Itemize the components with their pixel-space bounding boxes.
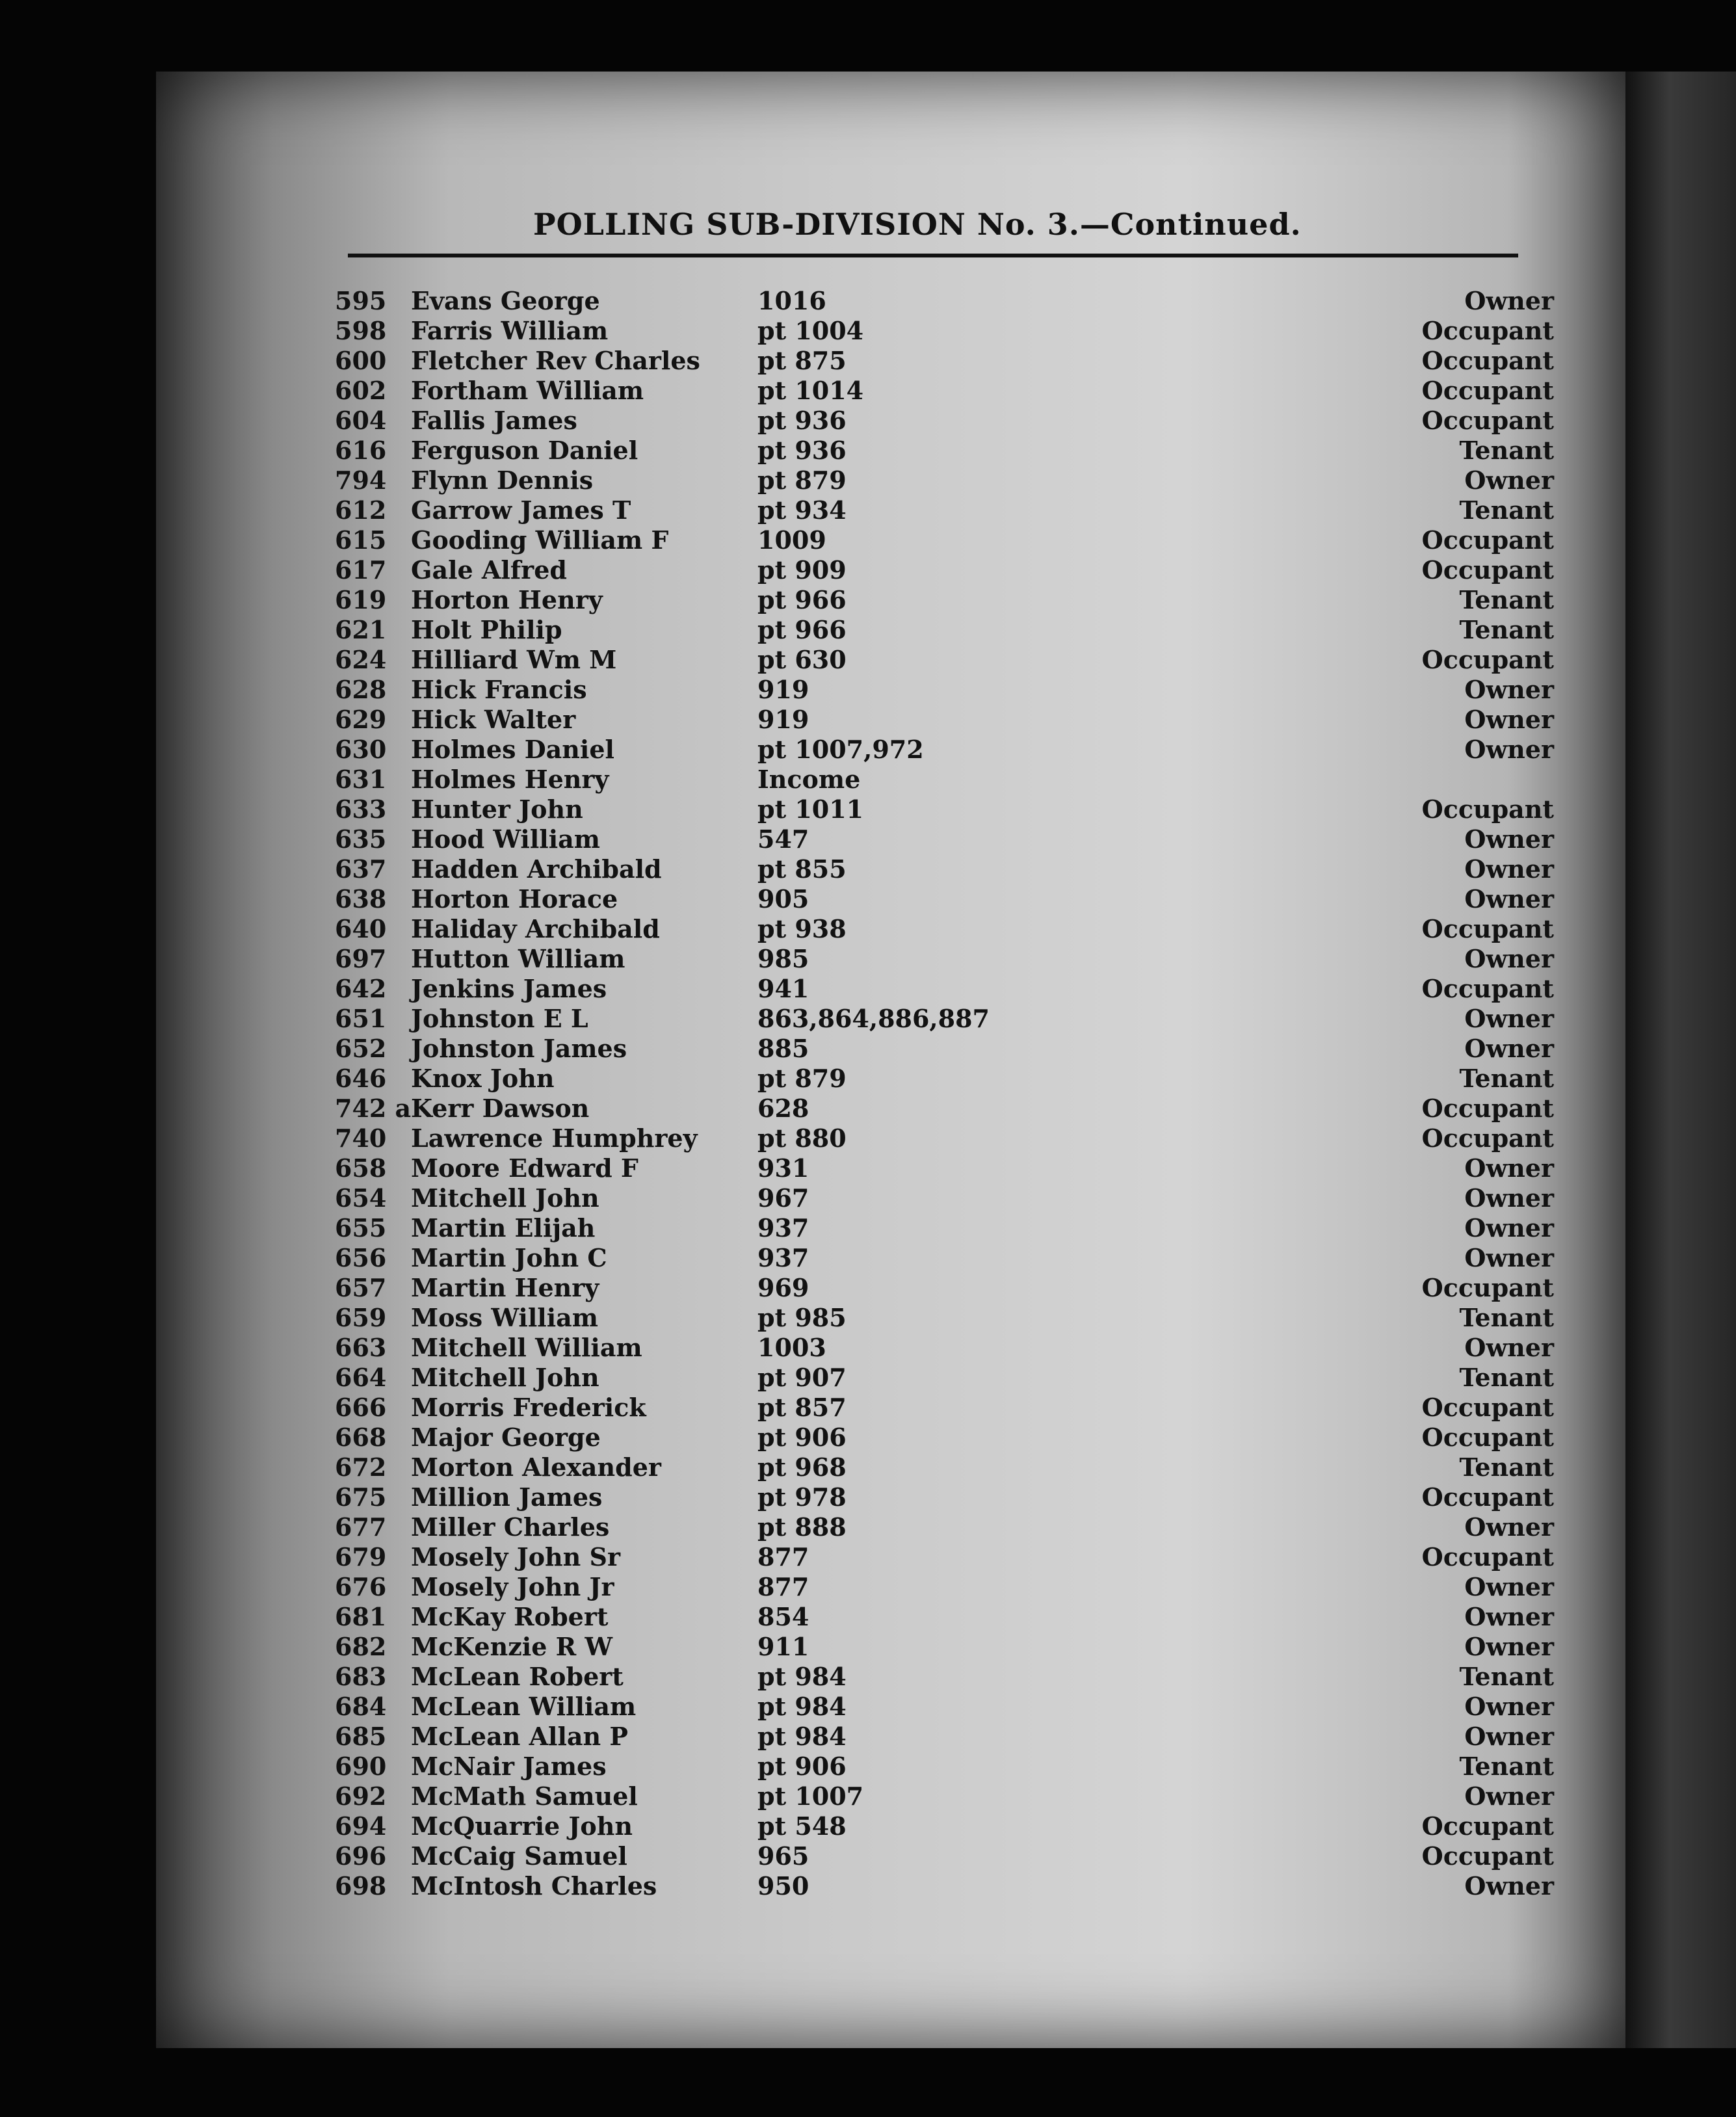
entry-num: 683 — [335, 1662, 387, 1691]
entry-name: Mitchell John — [411, 1363, 599, 1392]
entry-lot: pt 888 — [757, 1512, 847, 1542]
entry-status: Occupant — [1421, 1124, 1554, 1153]
entry-name: Gooding William F — [411, 525, 669, 555]
entry-name: Holt Philip — [411, 615, 562, 644]
entry-name: Hick Walter — [411, 705, 576, 734]
entry-lot: pt 879 — [757, 466, 847, 495]
page-title: POLLING SUB-DIVISION No. 3.—Continued. — [533, 207, 1302, 242]
entry-status: Occupant — [1421, 795, 1554, 824]
entry-name: Mosely John Sr — [411, 1542, 620, 1571]
entry-status: Tenant — [1459, 436, 1554, 465]
entry-name: Mosely John Jr — [411, 1572, 614, 1601]
entry-status: Occupant — [1421, 1542, 1554, 1571]
entry-name: McCaig Samuel — [411, 1841, 627, 1871]
entry-lot: 931 — [757, 1153, 809, 1183]
entry-num: 675 — [335, 1482, 387, 1512]
entry-lot: 967 — [757, 1183, 809, 1213]
list-item — [0, 705, 1736, 735]
entry-name: Gale Alfred — [411, 555, 567, 585]
list-item — [0, 645, 1736, 675]
list-item — [0, 585, 1736, 615]
entry-lot: pt 875 — [757, 346, 847, 375]
list-item — [0, 376, 1736, 406]
entry-lot: pt 978 — [757, 1482, 847, 1512]
entry-num: 595 — [335, 286, 387, 315]
entry-lot: pt 936 — [757, 436, 847, 465]
list-item — [0, 1722, 1736, 1752]
entry-name: Haliday Archibald — [411, 914, 660, 943]
entry-num: 657 — [335, 1273, 387, 1302]
list-item — [0, 1213, 1736, 1243]
entry-status: Tenant — [1459, 1662, 1554, 1691]
entry-num: 631 — [335, 765, 387, 794]
list-item — [0, 1841, 1736, 1871]
entry-name: Mitchell John — [411, 1183, 599, 1213]
entry-status: Occupant — [1421, 914, 1554, 943]
entry-num: 602 — [335, 376, 387, 405]
entry-lot: pt 906 — [757, 1423, 847, 1452]
entry-name: Moore Edward F — [411, 1153, 638, 1183]
entry-name: Garrow James T — [411, 495, 631, 525]
entry-name: McMath Samuel — [411, 1782, 638, 1811]
entry-num: 621 — [335, 615, 387, 644]
entry-lot: pt 985 — [757, 1303, 847, 1332]
entry-lot: pt 966 — [757, 615, 847, 644]
entry-lot: 1009 — [757, 525, 826, 555]
entry-num: 698 — [335, 1871, 387, 1900]
list-item — [0, 1512, 1736, 1542]
entry-lot: 854 — [757, 1602, 809, 1631]
list-item — [0, 1243, 1736, 1273]
entry-num: 684 — [335, 1692, 387, 1721]
entry-status: Owner — [1464, 1572, 1554, 1601]
entry-num: 794 — [335, 466, 387, 495]
list-item — [0, 1333, 1736, 1363]
entry-name: Hilliard Wm M — [411, 645, 617, 674]
entry-name: Martin Henry — [411, 1273, 599, 1302]
entry-status: Tenant — [1459, 1303, 1554, 1332]
entry-name: McQuarrie John — [411, 1811, 633, 1841]
entry-lot: pt 880 — [757, 1124, 847, 1153]
entry-lot: 877 — [757, 1542, 809, 1571]
entry-status: Owner — [1464, 824, 1554, 854]
entry-status: Owner — [1464, 286, 1554, 315]
entry-num: 742 a — [335, 1094, 412, 1123]
entry-lot: pt 909 — [757, 555, 847, 585]
entry-lot: 863,864,886,887 — [757, 1004, 990, 1033]
entry-lot: pt 968 — [757, 1453, 847, 1482]
entry-status: Occupant — [1421, 1393, 1554, 1422]
list-item — [0, 1482, 1736, 1512]
entry-name: Morris Frederick — [411, 1393, 646, 1422]
entry-num: 652 — [335, 1034, 387, 1063]
entry-status: Occupant — [1421, 645, 1554, 674]
entry-name: McLean William — [411, 1692, 637, 1721]
entry-status: Owner — [1464, 1871, 1554, 1900]
entry-lot: 969 — [757, 1273, 809, 1302]
list-item — [0, 1632, 1736, 1662]
entry-status: Owner — [1464, 1692, 1554, 1721]
list-item — [0, 1124, 1736, 1153]
entry-num: 664 — [335, 1363, 387, 1392]
entry-num: 651 — [335, 1004, 387, 1033]
entry-lot: pt 906 — [757, 1752, 847, 1781]
entry-num: 692 — [335, 1782, 387, 1811]
list-item — [0, 436, 1736, 466]
entry-num: 658 — [335, 1153, 387, 1183]
list-item — [0, 466, 1736, 495]
list-item — [0, 1602, 1736, 1632]
entry-name: Moss William — [411, 1303, 599, 1332]
entry-lot: 941 — [757, 974, 809, 1003]
entry-name: Holmes Henry — [411, 765, 609, 794]
entry-lot: pt 936 — [757, 406, 847, 435]
list-item — [0, 1183, 1736, 1213]
entry-name: Flynn Dennis — [411, 466, 594, 495]
entry-lot: pt 966 — [757, 585, 847, 614]
entry-num: 666 — [335, 1393, 387, 1422]
list-item — [0, 1782, 1736, 1811]
entry-name: McKay Robert — [411, 1602, 609, 1631]
entry-name: Hadden Archibald — [411, 854, 662, 884]
entry-num: 663 — [335, 1333, 387, 1362]
list-item — [0, 346, 1736, 376]
entry-lot: 937 — [757, 1213, 809, 1243]
entry-name: McNair James — [411, 1752, 607, 1781]
entry-num: 619 — [335, 585, 387, 614]
entry-name: Hick Francis — [411, 675, 587, 704]
entry-name: Jenkins James — [411, 974, 607, 1003]
entry-num: 690 — [335, 1752, 387, 1781]
entry-name: Holmes Daniel — [411, 735, 614, 764]
list-item — [0, 675, 1736, 705]
entry-num: 617 — [335, 555, 387, 585]
list-item — [0, 286, 1736, 316]
entry-lot: 911 — [757, 1632, 809, 1661]
list-item — [0, 615, 1736, 645]
entry-lot: pt 984 — [757, 1662, 847, 1691]
entry-lot: pt 984 — [757, 1722, 847, 1751]
entry-status: Owner — [1464, 1213, 1554, 1243]
entry-status: Owner — [1464, 1243, 1554, 1272]
entry-num: 672 — [335, 1453, 387, 1482]
list-item — [0, 1004, 1736, 1034]
entry-status: Tenant — [1459, 615, 1554, 644]
entry-name: McLean Robert — [411, 1662, 624, 1691]
entry-status: Owner — [1464, 1722, 1554, 1751]
entry-name: Mitchell William — [411, 1333, 642, 1362]
entry-lot: 919 — [757, 675, 809, 704]
entry-name: Major George — [411, 1423, 601, 1452]
entry-lot: pt 1007 — [757, 1782, 864, 1811]
entry-status: Owner — [1464, 1782, 1554, 1811]
list-item — [0, 854, 1736, 884]
entry-status: Occupant — [1421, 525, 1554, 555]
entry-lot: pt 938 — [757, 914, 847, 943]
entry-name: Miller Charles — [411, 1512, 610, 1542]
entry-status: Owner — [1464, 1153, 1554, 1183]
entry-num: 681 — [335, 1602, 387, 1631]
entry-name: McLean Allan P — [411, 1722, 628, 1751]
entry-lot: pt 857 — [757, 1393, 847, 1422]
list-item — [0, 765, 1736, 795]
entry-lot: 628 — [757, 1094, 809, 1123]
entry-num: 654 — [335, 1183, 387, 1213]
entry-name: Fallis James — [411, 406, 577, 435]
entry-status: Occupant — [1421, 376, 1554, 405]
list-item — [0, 1542, 1736, 1572]
list-item — [0, 824, 1736, 854]
entry-lot: pt 907 — [757, 1363, 847, 1392]
entry-status: Owner — [1464, 854, 1554, 884]
entry-name: Million James — [411, 1482, 603, 1512]
entry-num: 679 — [335, 1542, 387, 1571]
entry-name: Johnston James — [411, 1034, 627, 1063]
entry-status: Occupant — [1421, 1811, 1554, 1841]
entry-num: 615 — [335, 525, 387, 555]
list-item — [0, 1303, 1736, 1333]
entry-status: Owner — [1464, 1183, 1554, 1213]
entry-num: 740 — [335, 1124, 387, 1153]
list-item — [0, 316, 1736, 346]
entry-status: Occupant — [1421, 1423, 1554, 1452]
entry-name: Johnston E L — [411, 1004, 588, 1033]
entry-name: Farris William — [411, 316, 609, 345]
entry-lot: Income — [757, 765, 861, 794]
list-item — [0, 1153, 1736, 1183]
entry-num: 655 — [335, 1213, 387, 1243]
entry-status: Occupant — [1421, 1482, 1554, 1512]
entry-status: Tenant — [1459, 585, 1554, 614]
entry-num: 616 — [335, 436, 387, 465]
entry-num: 659 — [335, 1303, 387, 1332]
entry-num: 598 — [335, 316, 387, 345]
list-item — [0, 1363, 1736, 1393]
entry-num: 600 — [335, 346, 387, 375]
entry-name: Hutton William — [411, 944, 625, 973]
entry-num: 640 — [335, 914, 387, 943]
entry-num: 633 — [335, 795, 387, 824]
entry-num: 604 — [335, 406, 387, 435]
entry-name: Hunter John — [411, 795, 583, 824]
entry-name: Kerr Dawson — [411, 1094, 590, 1123]
list-item — [0, 1064, 1736, 1094]
entry-status: Owner — [1464, 705, 1554, 734]
entry-num: 697 — [335, 944, 387, 973]
entry-num: 624 — [335, 645, 387, 674]
entry-lot: 965 — [757, 1841, 809, 1871]
list-item — [0, 406, 1736, 436]
entry-status: Tenant — [1459, 1752, 1554, 1781]
entry-status: Occupant — [1421, 316, 1554, 345]
entry-status: Owner — [1464, 1333, 1554, 1362]
header-rule — [348, 254, 1518, 257]
list-item — [0, 1662, 1736, 1692]
entry-num: 668 — [335, 1423, 387, 1452]
entry-num: 646 — [335, 1064, 387, 1093]
entry-name: Ferguson Daniel — [411, 436, 638, 465]
entry-lot: 905 — [757, 884, 809, 914]
entry-num: 642 — [335, 974, 387, 1003]
entry-status: Owner — [1464, 735, 1554, 764]
list-item — [0, 974, 1736, 1004]
list-item — [0, 795, 1736, 824]
entry-num: 656 — [335, 1243, 387, 1272]
entry-num: 696 — [335, 1841, 387, 1871]
list-item — [0, 1273, 1736, 1303]
list-item — [0, 944, 1736, 974]
entry-status: Owner — [1464, 1512, 1554, 1542]
entry-name: Morton Alexander — [411, 1453, 661, 1482]
list-item — [0, 1572, 1736, 1602]
entry-name: Martin Elijah — [411, 1213, 596, 1243]
entry-lot: 1016 — [757, 286, 826, 315]
list-item — [0, 1423, 1736, 1453]
entry-num: 628 — [335, 675, 387, 704]
list-item — [0, 884, 1736, 914]
entry-lot: 985 — [757, 944, 809, 973]
entry-lot: 937 — [757, 1243, 809, 1272]
entry-status: Tenant — [1459, 1453, 1554, 1482]
entry-num: 694 — [335, 1811, 387, 1841]
entry-status: Owner — [1464, 1602, 1554, 1631]
entry-status: Tenant — [1459, 1363, 1554, 1392]
entry-name: Fortham William — [411, 376, 644, 405]
entry-name: McKenzie R W — [411, 1632, 613, 1661]
entry-name: McIntosh Charles — [411, 1871, 657, 1900]
entry-status: Tenant — [1459, 495, 1554, 525]
entry-status: Occupant — [1421, 1094, 1554, 1123]
entry-status: Owner — [1464, 884, 1554, 914]
list-item — [0, 1034, 1736, 1064]
entry-lot: pt 984 — [757, 1692, 847, 1721]
list-item — [0, 525, 1736, 555]
entry-status: Owner — [1464, 1004, 1554, 1033]
entry-num: 630 — [335, 735, 387, 764]
entry-status: Occupant — [1421, 406, 1554, 435]
list-item — [0, 1692, 1736, 1722]
entry-name: Hood William — [411, 824, 600, 854]
entry-lot: 547 — [757, 824, 809, 854]
entry-lot: pt 855 — [757, 854, 847, 884]
entry-name: Horton Henry — [411, 585, 603, 614]
list-item — [0, 1393, 1736, 1423]
entry-status: Owner — [1464, 675, 1554, 704]
entry-lot: 1003 — [757, 1333, 826, 1362]
list-item — [0, 1752, 1736, 1782]
entry-num: 635 — [335, 824, 387, 854]
entry-lot: 885 — [757, 1034, 809, 1063]
entry-status: Occupant — [1421, 974, 1554, 1003]
entry-name: Martin John C — [411, 1243, 607, 1272]
entry-status: Owner — [1464, 1632, 1554, 1661]
entry-lot: pt 630 — [757, 645, 847, 674]
entry-lot: 919 — [757, 705, 809, 734]
entry-name: Horton Horace — [411, 884, 618, 914]
list-item — [0, 1094, 1736, 1124]
list-item — [0, 1871, 1736, 1901]
entry-status: Owner — [1464, 1034, 1554, 1063]
entry-num: 638 — [335, 884, 387, 914]
entry-num: 676 — [335, 1572, 387, 1601]
list-item — [0, 914, 1736, 944]
list-item — [0, 555, 1736, 585]
entry-num: 685 — [335, 1722, 387, 1751]
list-item — [0, 1811, 1736, 1841]
entry-num: 629 — [335, 705, 387, 734]
entry-num: 682 — [335, 1632, 387, 1661]
entry-lot: 950 — [757, 1871, 809, 1900]
entry-status: Tenant — [1459, 1064, 1554, 1093]
entry-lot: pt 1004 — [757, 316, 864, 345]
list-item — [0, 495, 1736, 525]
entry-status: Owner — [1464, 466, 1554, 495]
list-item — [0, 1453, 1736, 1482]
entry-lot: pt 934 — [757, 495, 847, 525]
entry-name: Fletcher Rev Charles — [411, 346, 700, 375]
entry-lot: pt 1014 — [757, 376, 864, 405]
entry-lot: 877 — [757, 1572, 809, 1601]
entry-status: Owner — [1464, 944, 1554, 973]
entry-lot: pt 1007,972 — [757, 735, 924, 764]
entry-status: Occupant — [1421, 346, 1554, 375]
entry-num: 637 — [335, 854, 387, 884]
entry-lot: pt 879 — [757, 1064, 847, 1093]
entry-name: Evans George — [411, 286, 600, 315]
entry-num: 677 — [335, 1512, 387, 1542]
list-item — [0, 735, 1736, 765]
entry-lot: pt 548 — [757, 1811, 847, 1841]
entry-status: Occupant — [1421, 1841, 1554, 1871]
entry-lot: pt 1011 — [757, 795, 864, 824]
entry-num: 612 — [335, 495, 387, 525]
entry-name: Lawrence Humphrey — [411, 1124, 698, 1153]
entry-name: Knox John — [411, 1064, 555, 1093]
entry-status: Occupant — [1421, 555, 1554, 585]
entry-status: Occupant — [1421, 1273, 1554, 1302]
